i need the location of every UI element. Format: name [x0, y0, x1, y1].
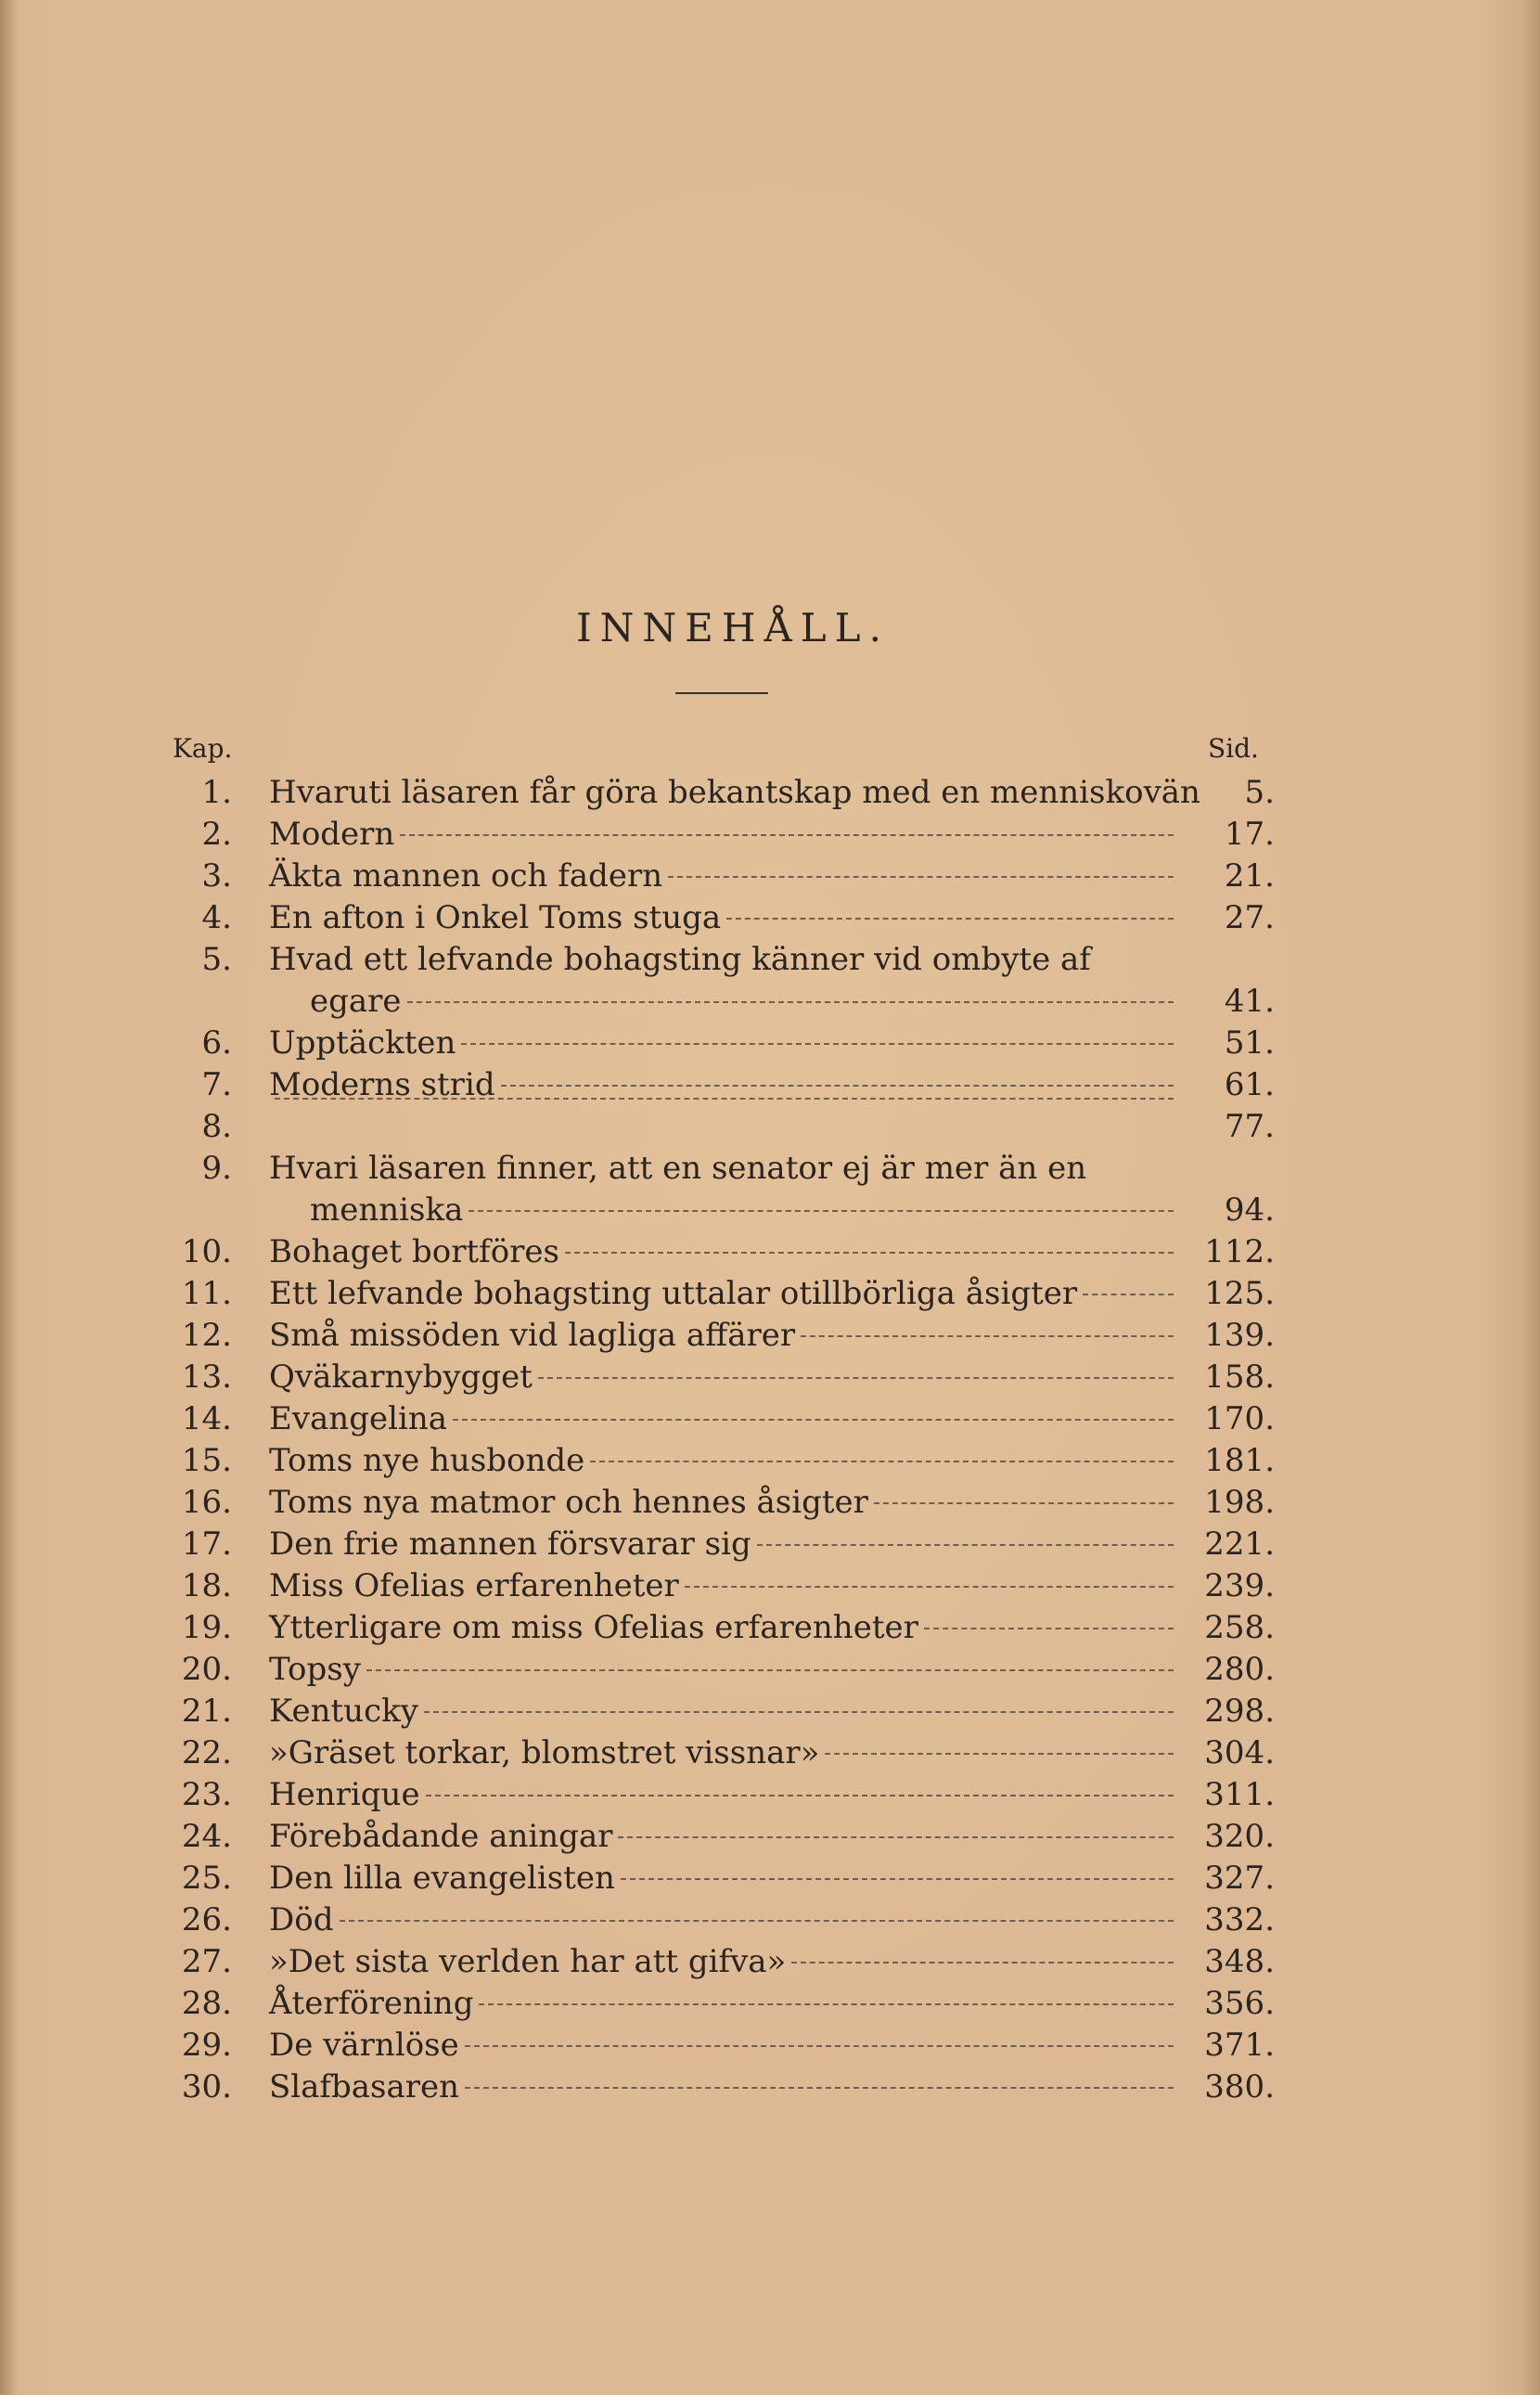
toc-row [0, 1816, 1540, 1858]
chapter-number: 24. [181, 1818, 232, 1855]
toc-row [0, 1064, 1540, 1106]
title-rule [675, 692, 768, 694]
chapter-number: 17. [181, 1526, 232, 1563]
chapter-number: 23. [181, 1776, 232, 1813]
toc-row [0, 1315, 1540, 1357]
toc-row [0, 1899, 1540, 1941]
chapter-number: 7. [201, 1066, 232, 1103]
leader-dots [726, 918, 1174, 920]
leader-dots [565, 1252, 1174, 1254]
chapter-title: Evangelina [269, 1400, 447, 1437]
page-number: 94. [1224, 1191, 1275, 1229]
toc-row [0, 1398, 1540, 1440]
page-number: 51. [1224, 1024, 1275, 1062]
page-number: 5. [1244, 774, 1275, 811]
chapter-number: 27. [181, 1943, 232, 1980]
chapter-title: Ytterligare om miss Ofelias erfarenheter [269, 1609, 918, 1646]
leader-dots [538, 1377, 1174, 1379]
page-number: 380. [1204, 2068, 1275, 2105]
kap-header: Kap. [173, 733, 233, 764]
toc-row [0, 1357, 1540, 1398]
sid-header: Sid. [1208, 733, 1259, 764]
leader-dots [825, 1753, 1174, 1755]
toc-row [0, 1273, 1540, 1315]
toc-row [0, 2025, 1540, 2067]
leader-dots [618, 1836, 1174, 1838]
page-number: 280. [1204, 1651, 1275, 1688]
leader-dots [426, 1795, 1174, 1796]
chapter-title: Upptäckten [269, 1024, 456, 1062]
toc-row [0, 1732, 1540, 1774]
leader-dots [468, 1210, 1174, 1212]
toc-row [0, 1440, 1540, 1482]
chapter-number: 6. [201, 1024, 232, 1062]
leader-dots [757, 1544, 1174, 1546]
chapter-number: 2. [201, 816, 232, 853]
chapter-number: 30. [181, 2068, 232, 2105]
page-number: 327. [1204, 1860, 1275, 1897]
page-number: 332. [1204, 1901, 1275, 1938]
chapter-number: 11. [181, 1275, 232, 1312]
leader-dots [501, 1085, 1174, 1087]
chapter-number: 16. [181, 1484, 232, 1521]
chapter-title: Qväkarnybygget [269, 1358, 533, 1396]
chapter-title: Henrique [269, 1776, 420, 1813]
page-number: 239. [1204, 1567, 1275, 1604]
toc-row [0, 1691, 1540, 1732]
toc-row [0, 1858, 1540, 1899]
chapter-number: 10. [181, 1233, 232, 1270]
chapter-number: 12. [181, 1317, 232, 1354]
page-number: 170. [1204, 1400, 1275, 1437]
leader-dots [668, 876, 1174, 878]
chapter-title: Toms nya matmor och hennes åsigter [269, 1484, 868, 1521]
chapter-title: En afton i Onkel Toms stuga [269, 899, 722, 936]
leader-dots [479, 2003, 1174, 2005]
leader-dots [275, 1098, 1174, 1100]
toc-row [0, 1023, 1540, 1064]
chapter-number: 14. [181, 1400, 232, 1437]
chapter-title: Äkta mannen och fadern [269, 857, 663, 895]
page-number: 77. [1224, 1108, 1275, 1145]
chapter-title: Död [269, 1901, 334, 1938]
page-number: 125. [1204, 1275, 1275, 1312]
page-number: 158. [1204, 1358, 1275, 1396]
chapter-title: Den lilla evangelisten [269, 1860, 615, 1897]
toc-row [0, 1231, 1540, 1273]
page-number: 27. [1224, 899, 1275, 936]
page-number: 41. [1224, 983, 1275, 1020]
table-of-contents [0, 772, 1540, 2108]
chapter-title: »Det sista verlden har att gifva» [269, 1943, 787, 1980]
leader-dots [424, 1711, 1174, 1713]
chapter-title: Återförening [269, 1985, 474, 2022]
chapter-number: 5. [201, 941, 232, 978]
chapter-title: Små missöden vid lagliga affärer [269, 1317, 796, 1354]
chapter-number: 3. [201, 857, 232, 895]
chapter-number: 4. [201, 899, 232, 936]
page-number: 304. [1204, 1734, 1275, 1771]
toc-row [0, 1565, 1540, 1607]
chapter-number: 29. [181, 2027, 232, 2064]
page-number: 112. [1204, 1233, 1275, 1270]
leader-dots [461, 1043, 1174, 1045]
chapter-number: 1. [201, 774, 232, 811]
page-number: 21. [1224, 857, 1275, 895]
page-number: 348. [1204, 1943, 1275, 1980]
chapter-title: Ett lefvande bohagsting uttalar otillbörliga åsigter [269, 1275, 1078, 1312]
chapter-title: Hvari läsaren finner, att en senator ej är mer än en [269, 1150, 1087, 1187]
chapter-number: 15. [181, 1442, 232, 1479]
page-number: 258. [1204, 1609, 1275, 1646]
chapter-title-continued: egare [310, 983, 402, 1020]
leader-dots [366, 1669, 1174, 1671]
leader-dots [400, 834, 1174, 836]
page-number: 356. [1204, 1985, 1275, 2022]
chapter-title: Topsy [269, 1651, 361, 1688]
chapter-title: Hvaruti läsaren får göra bekantskap med en menniskovän [269, 774, 1200, 811]
page-number: 298. [1204, 1693, 1275, 1730]
chapter-title: Slafbasaren [269, 2068, 460, 2105]
toc-row [0, 897, 1540, 939]
toc-row [0, 814, 1540, 856]
page-number: 221. [1204, 1526, 1275, 1563]
page-number: 198. [1204, 1484, 1275, 1521]
leader-dots [465, 2045, 1174, 2047]
chapter-number: 25. [181, 1860, 232, 1897]
leader-dots [465, 2087, 1174, 2089]
chapter-title: Den frie mannen försvarar sig [269, 1526, 751, 1563]
chapter-title-continued: menniska [310, 1191, 464, 1229]
chapter-title: Hvad ett lefvande bohagsting känner vid ombyte af [269, 941, 1091, 978]
leader-dots [801, 1335, 1174, 1337]
chapter-number: 8. [201, 1108, 232, 1145]
leader-dots [621, 1878, 1174, 1880]
page-number: 139. [1204, 1317, 1275, 1354]
page-number: 61. [1224, 1066, 1275, 1103]
leader-dots [791, 1962, 1174, 1964]
page-title: INNEHÅLL. [576, 605, 890, 650]
chapter-title: Bohaget bortföres [269, 1233, 560, 1270]
chapter-number: 21. [181, 1693, 232, 1730]
chapter-title: Kentucky [269, 1693, 418, 1730]
chapter-title: »Gräset torkar, blomstret vissnar» [269, 1734, 820, 1771]
page-number: 311. [1204, 1776, 1275, 1813]
toc-row [0, 1524, 1540, 1565]
page-number: 371. [1204, 2027, 1275, 2064]
leader-dots [590, 1461, 1174, 1462]
page-number: 17. [1224, 816, 1275, 853]
leader-dots [340, 1920, 1174, 1922]
chapter-title: Modern [269, 816, 395, 853]
chapter-number: 19. [181, 1609, 232, 1646]
toc-row [0, 1649, 1540, 1691]
chapter-number: 28. [181, 1985, 232, 2022]
leader-dots [874, 1502, 1174, 1504]
chapter-number: 13. [181, 1358, 232, 1396]
chapter-number: 18. [181, 1567, 232, 1604]
toc-row [0, 856, 1540, 897]
chapter-title: Miss Ofelias erfarenheter [269, 1567, 679, 1604]
toc-row [0, 1774, 1540, 1816]
toc-row [0, 939, 1540, 1023]
toc-row [0, 1607, 1540, 1649]
leader-dots [453, 1419, 1174, 1421]
toc-row [0, 2067, 1540, 2108]
leader-dots [924, 1628, 1174, 1629]
toc-row [0, 772, 1540, 814]
page-number: 181. [1204, 1442, 1275, 1479]
chapter-number: 20. [181, 1651, 232, 1688]
toc-row [0, 1482, 1540, 1524]
chapter-number: 9. [201, 1150, 232, 1187]
toc-row [0, 1148, 1540, 1231]
toc-row [0, 1941, 1540, 1983]
toc-row [0, 1106, 1540, 1148]
toc-row [0, 1983, 1540, 2025]
chapter-title: Moderns strid [269, 1066, 495, 1103]
chapter-title: Förebådande aningar [269, 1818, 613, 1855]
leader-dots [1083, 1294, 1174, 1295]
chapter-title: Toms nye husbonde [269, 1442, 585, 1479]
chapter-title: De värnlöse [269, 2027, 459, 2064]
leader-dots [407, 1001, 1174, 1003]
leader-dots [685, 1586, 1174, 1588]
page-number: 320. [1204, 1818, 1275, 1855]
chapter-number: 22. [181, 1734, 232, 1771]
chapter-number: 26. [181, 1901, 232, 1938]
